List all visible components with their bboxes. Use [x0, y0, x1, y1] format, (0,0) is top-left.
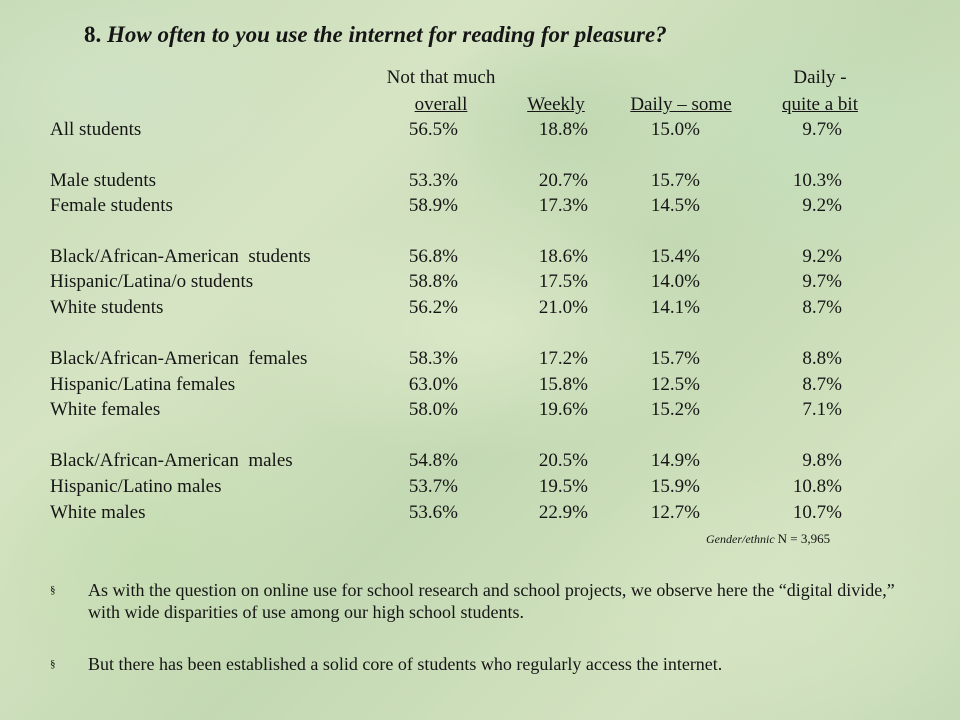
bullet-marker: § [50, 658, 56, 670]
table-cell: 15.0% [650, 119, 700, 140]
table-cell: 20.7% [538, 170, 588, 191]
table-cell: 15.7% [650, 170, 700, 191]
table-cell: 9.8% [802, 450, 842, 471]
table-cell: 9.7% [802, 119, 842, 140]
table-cell: 63.0% [408, 374, 458, 395]
table-cell: 58.8% [408, 271, 458, 292]
table-cell: 10.8% [792, 476, 842, 497]
table-cell: 12.7% [650, 502, 700, 523]
table-cell: 15.9% [650, 476, 700, 497]
table-cell: 54.8% [408, 450, 458, 471]
table-cell: 19.5% [538, 476, 588, 497]
table-cell: 20.5% [538, 450, 588, 471]
table-cell: 53.7% [408, 476, 458, 497]
table-cell: 18.8% [538, 119, 588, 140]
table-cell: 53.6% [408, 502, 458, 523]
table-cell: 9.2% [802, 195, 842, 216]
column-header: quite a bit [782, 94, 858, 115]
table-cell: 56.2% [408, 297, 458, 318]
row-label: Hispanic/Latina females [50, 374, 236, 395]
table-cell: 56.5% [408, 119, 458, 140]
table-cell: 21.0% [538, 297, 588, 318]
row-label: Hispanic/Latina/o students [50, 271, 254, 292]
row-label: White students [50, 297, 164, 318]
table-cell: 22.9% [538, 502, 588, 523]
table-cell: 17.2% [538, 348, 588, 369]
table-cell: 58.3% [408, 348, 458, 369]
bullet-text: As with the question on online use for school research and school projects, we observe here the “digital divide,” with wide disparities of use among our high school students. [88, 580, 895, 622]
table-cell: 8.8% [802, 348, 842, 369]
sample-size-value: N = 3,965 [777, 531, 831, 546]
row-label: White females [50, 399, 161, 420]
table-cell: 15.7% [650, 348, 700, 369]
table-cell: 9.7% [802, 271, 842, 292]
table-cell: 53.3% [408, 170, 458, 191]
row-label: Black/African-American students [50, 246, 311, 267]
bullet-marker: § [50, 584, 56, 596]
table-cell: 15.2% [650, 399, 700, 420]
table-cell: 9.2% [802, 246, 842, 267]
slide-title [84, 22, 667, 48]
table-cell: 18.6% [538, 246, 588, 267]
row-label: Black/African-American females [50, 348, 308, 369]
table-cell: 7.1% [802, 399, 842, 420]
column-header-line1: Not that much [386, 67, 496, 88]
row-label: All students [50, 119, 142, 140]
row-label: White males [50, 502, 146, 523]
table-cell: 8.7% [802, 297, 842, 318]
row-label: Black/African-American males [50, 450, 293, 471]
table-cell: 56.8% [408, 246, 458, 267]
sample-size-note [706, 531, 830, 547]
sample-size-label: Gender/ethnic [706, 532, 775, 546]
question-text: How often to you use the internet for reading for pleasure? [107, 22, 667, 47]
table-cell: 10.3% [792, 170, 842, 191]
column-header-line1: Daily - [793, 67, 847, 88]
table-cell: 14.0% [650, 271, 700, 292]
table-cell: 14.5% [650, 195, 700, 216]
table-cell: 15.4% [650, 246, 700, 267]
table-cell: 58.0% [408, 399, 458, 420]
table-cell: 12.5% [650, 374, 700, 395]
bullet-text: But there has been established a solid core of students who regularly access the internet. [88, 654, 723, 674]
column-header: Weekly [527, 94, 585, 115]
table-cell: 17.5% [538, 271, 588, 292]
table-cell: 17.3% [538, 195, 588, 216]
row-label: Male students [50, 170, 157, 191]
table-cell: 58.9% [408, 195, 458, 216]
table-cell: 14.1% [650, 297, 700, 318]
table-cell: 10.7% [792, 502, 842, 523]
table-cell: 19.6% [538, 399, 588, 420]
table-cell: 15.8% [538, 374, 588, 395]
table-cell: 14.9% [650, 450, 700, 471]
row-label: Female students [50, 195, 173, 216]
column-header: overall [414, 94, 468, 115]
table-cell: 8.7% [802, 374, 842, 395]
row-label: Hispanic/Latino males [50, 476, 222, 497]
column-header: Daily – some [630, 94, 732, 115]
question-number: 8. [84, 22, 102, 47]
